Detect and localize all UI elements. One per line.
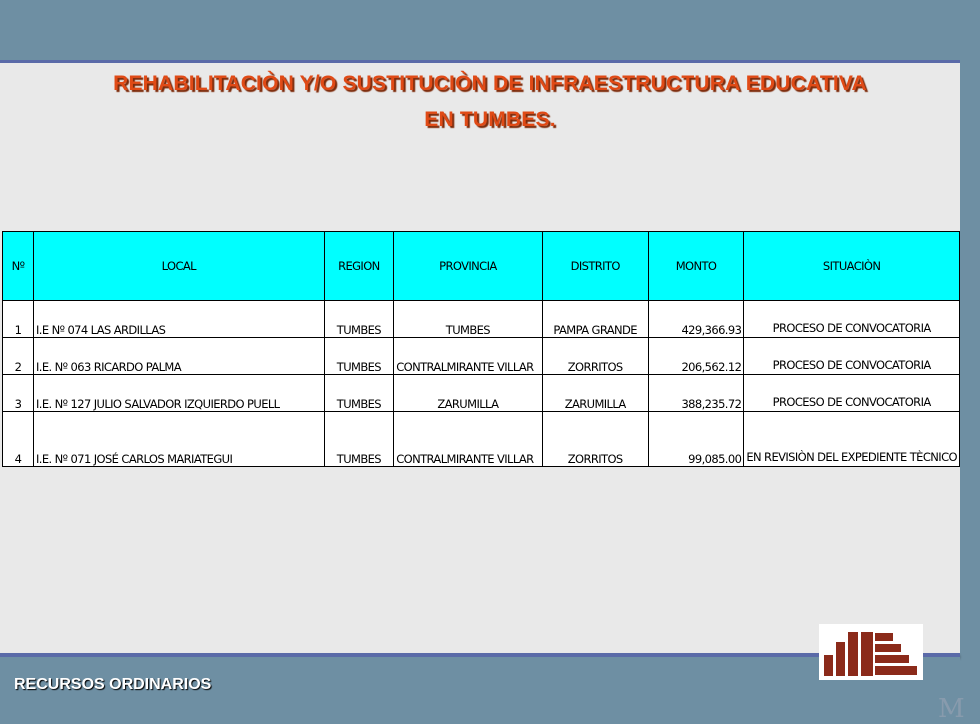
cell-provincia: TUMBES — [394, 301, 542, 338]
bar-stairs-logo-icon — [819, 624, 923, 680]
table-header-row — [3, 232, 960, 301]
cell-region: TUMBES — [324, 412, 394, 467]
cell-number: 2 — [3, 338, 34, 375]
cell-number: 3 — [3, 375, 34, 412]
column-header-number: Nº — [3, 232, 34, 301]
column-header-monto: MONTO — [648, 232, 743, 301]
footer-label: RECURSOS ORDINARIOS — [14, 676, 212, 693]
projects-table — [2, 231, 960, 467]
cell-distrito: ZORRITOS — [542, 338, 648, 375]
column-header-local: LOCAL — [34, 232, 325, 301]
cell-situacion: PROCESO DE CONVOCATORIA — [744, 338, 960, 375]
cell-situacion: PROCESO DE CONVOCATORIA — [744, 375, 960, 412]
table-row — [3, 375, 960, 412]
table-row — [3, 412, 960, 467]
cell-monto: 429,366.93 — [648, 301, 743, 338]
cell-local: I.E Nº 074 LAS ARDILLAS — [34, 301, 325, 338]
cell-region: TUMBES — [324, 338, 394, 375]
cell-monto: 388,235.72 — [648, 375, 743, 412]
table-row — [3, 301, 960, 338]
corner-watermark: M — [938, 694, 965, 724]
slide-title-line-2: EN TUMBES. — [424, 108, 556, 131]
cell-distrito: PAMPA GRANDE — [542, 301, 648, 338]
cell-distrito: ZORRITOS — [542, 412, 648, 467]
column-header-situacion: SITUACIÒN — [744, 232, 960, 301]
cell-distrito: ZARUMILLA — [542, 375, 648, 412]
cell-local: I.E. Nº 071 JOSÉ CARLOS MARIATEGUI — [34, 412, 325, 467]
cell-provincia: CONTRALMIRANTE VILLAR — [394, 338, 542, 375]
cell-situacion: PROCESO DE CONVOCATORIA — [744, 301, 960, 338]
top-frame-band — [0, 0, 960, 62]
column-header-provincia: PROVINCIA — [394, 232, 542, 301]
cell-region: TUMBES — [324, 301, 394, 338]
cell-number: 1 — [3, 301, 34, 338]
cell-number: 4 — [3, 412, 34, 467]
cell-monto: 206,562.12 — [648, 338, 743, 375]
cell-monto: 99,085.00 — [648, 412, 743, 467]
slide-title-line-1: REHABILITACIÒN Y/O SUSTITUCIÒN DE INFRAESTRUCTURA EDUCATIVA — [113, 72, 867, 95]
cell-local: I.E. Nº 063 RICARDO PALMA — [34, 338, 325, 375]
column-header-distrito: DISTRITO — [542, 232, 648, 301]
column-header-region: REGION — [324, 232, 394, 301]
table-row — [3, 338, 960, 375]
cell-local: I.E. Nº 127 JULIO SALVADOR IZQUIERDO PUELL — [34, 375, 325, 412]
cell-region: TUMBES — [324, 375, 394, 412]
cell-provincia: ZARUMILLA — [394, 375, 542, 412]
cell-provincia: CONTRALMIRANTE VILLAR — [394, 412, 542, 467]
cell-situacion: EN REVISIÒN DEL EXPEDIENTE TÈCNICO — [744, 412, 960, 467]
